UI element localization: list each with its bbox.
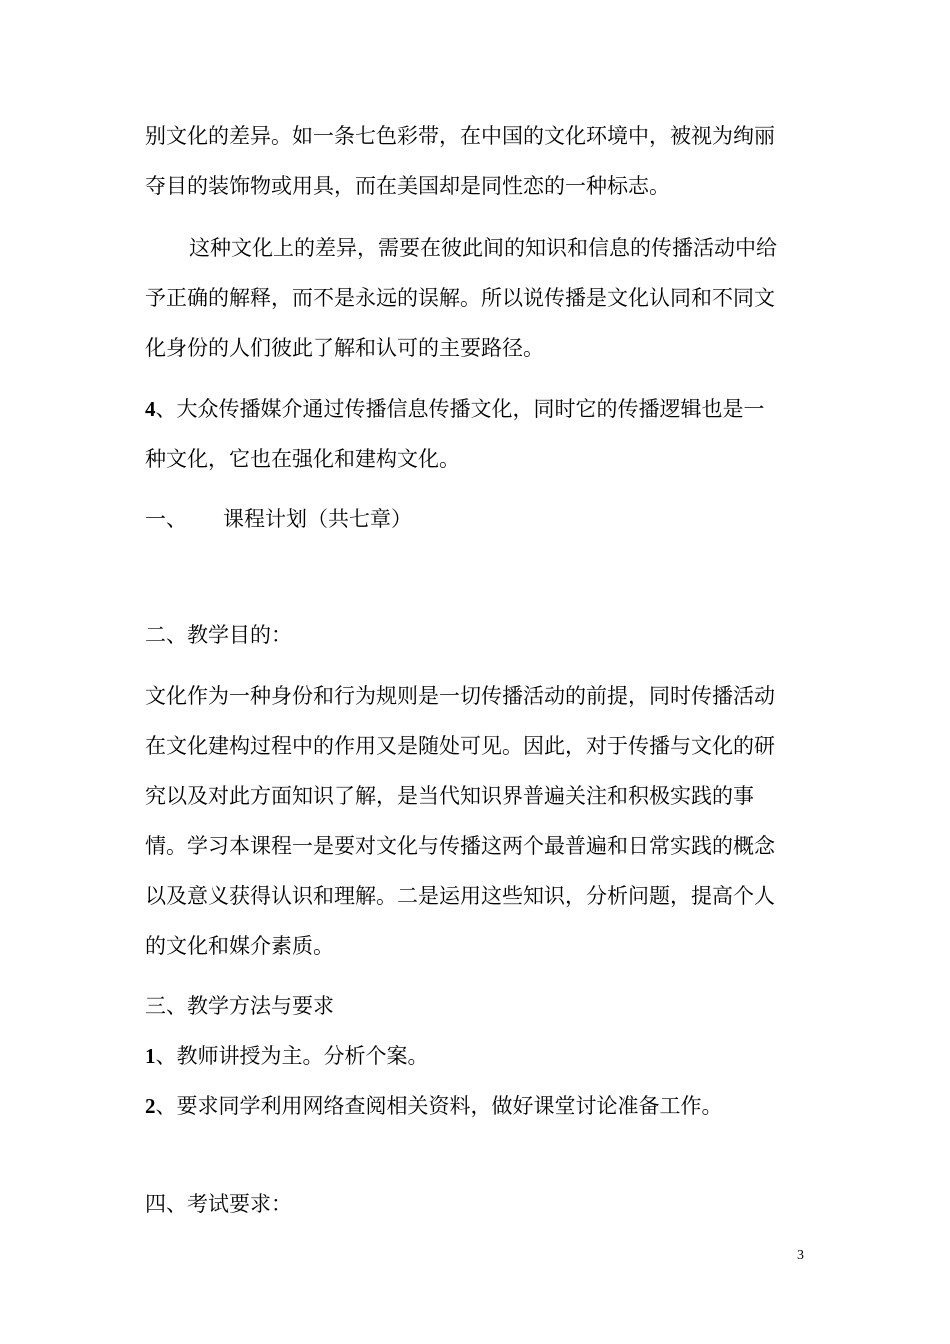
list-item [145,1092,723,1120]
list-item [145,1042,429,1070]
paragraph-line: 予正确的解释，而不是永远的误解。所以说传播是文化认同和不同文 [145,286,775,310]
section-marker: 一、 [145,507,187,531]
list-item-text: 、教师讲授为主。分析个案。 [155,1044,429,1068]
paragraph-line: 的文化和媒介素质。 [145,934,334,958]
paragraph-line: 情。学习本课程一是要对文化与传播这两个最普遍和日常实践的概念 [145,834,775,858]
item-number: 4 [145,397,156,421]
paragraph-line: 这种文化上的差异，需要在彼此间的知识和信息的传播活动中给 [189,236,777,260]
section-heading: 四、考试要求： [145,1192,292,1216]
section-heading [145,505,412,533]
list-item-text: 、要求同学利用网络查阅相关资料，做好课堂讨论准备工作。 [155,1094,723,1118]
paragraph-line: 化身份的人们彼此了解和认可的主要路径。 [145,336,544,360]
paragraph-line: 文化作为一种身份和行为规则是一切传播活动的前提，同时传播活动 [145,684,775,708]
paragraph-text: 、大众传播媒介通过传播信息传播文化，同时它的传播逻辑也是一 [155,397,765,421]
section-heading: 三、教学方法与要求 [145,994,334,1018]
item-number: 2 [145,1094,156,1118]
paragraph-line: 究以及对此方面知识了解，是当代知识界普遍关注和积极实践的事 [145,784,754,808]
paragraph-line: 夺目的装饰物或用具，而在美国却是同性恋的一种标志。 [145,174,670,198]
paragraph-line: 以及意义获得认识和理解。二是运用这些知识，分析问题，提高个人 [145,884,775,908]
section-heading: 二、教学目的： [145,623,292,647]
numbered-paragraph-line [145,395,765,423]
item-number: 1 [145,1044,156,1068]
page-number: 3 [797,1248,804,1263]
paragraph-line: 别文化的差异。如一条七色彩带，在中国的文化环境中，被视为绚丽 [145,124,775,148]
section-title: 课程计划（共七章） [223,507,412,531]
paragraph-line: 种文化，它也在强化和建构文化。 [145,447,460,471]
paragraph-line: 在文化建构过程中的作用又是随处可见。因此，对于传播与文化的研 [145,734,775,758]
